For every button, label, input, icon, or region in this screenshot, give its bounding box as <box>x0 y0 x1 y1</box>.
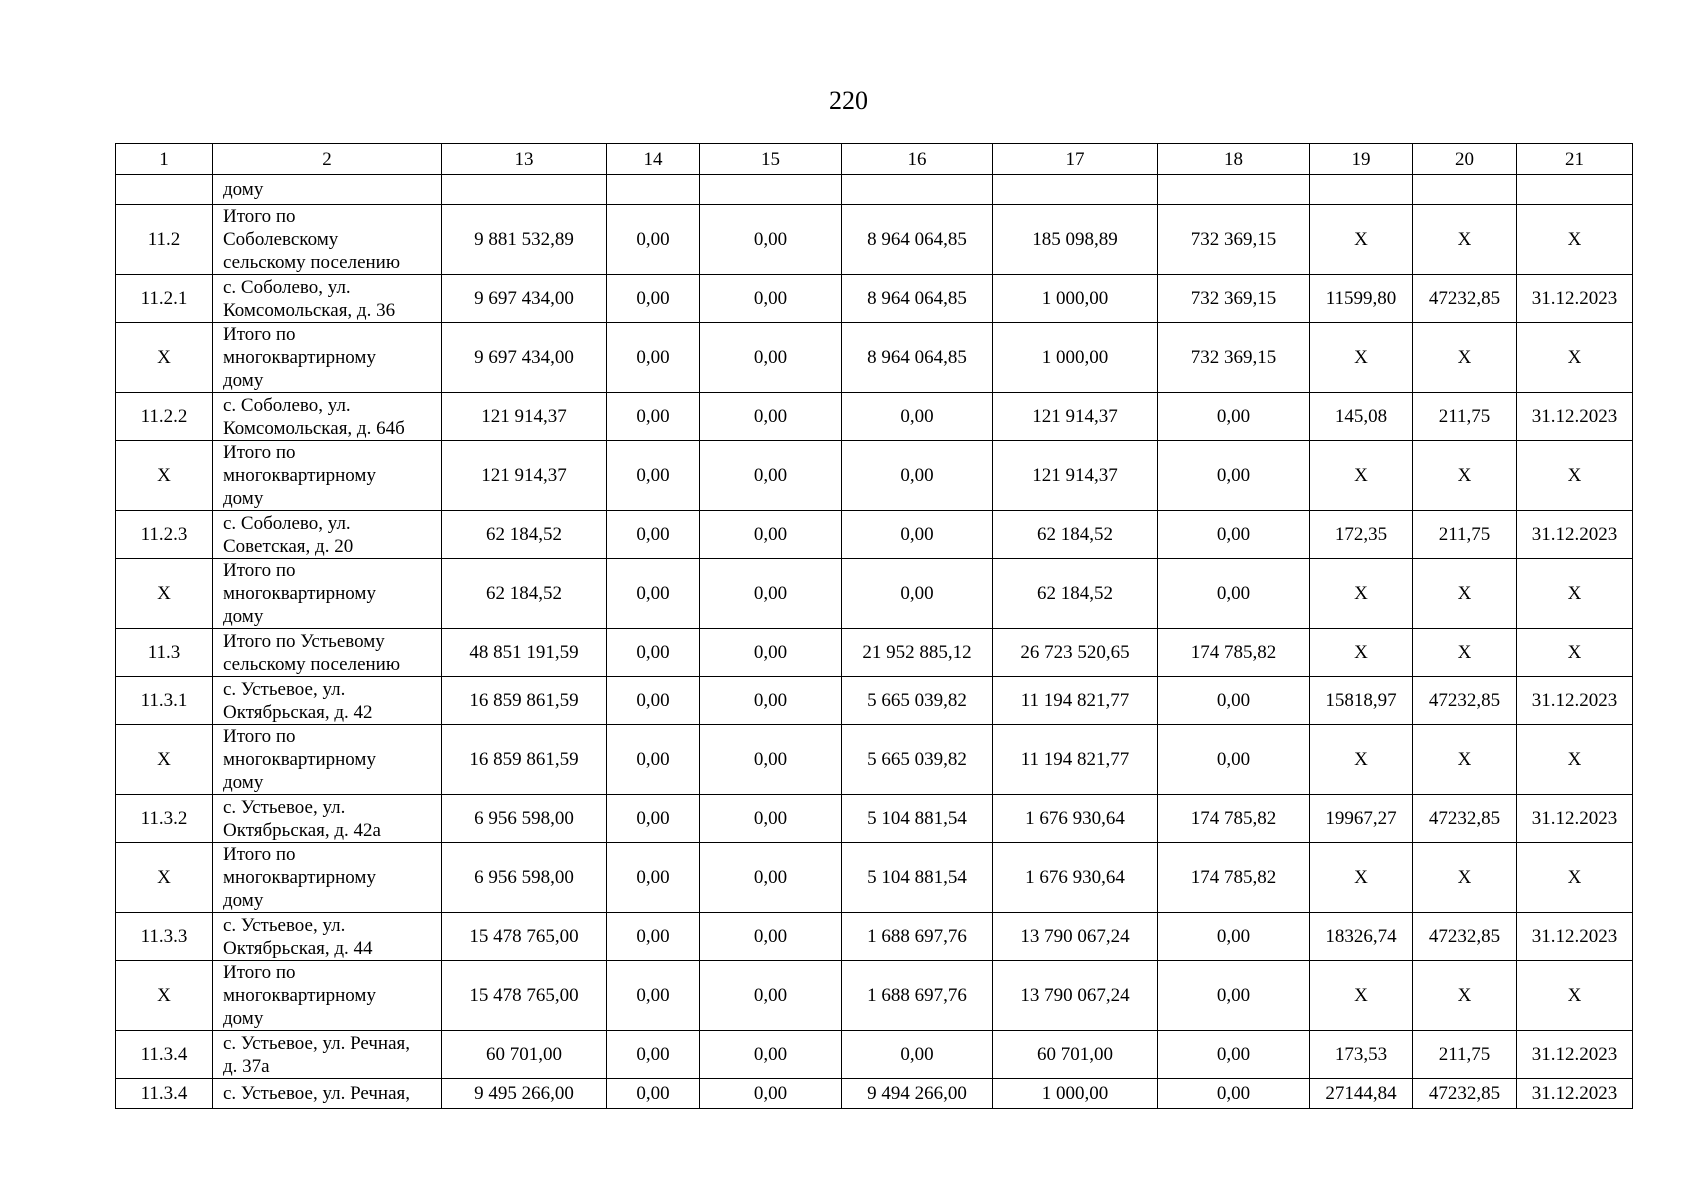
col20-cell: 211,75 <box>1413 393 1517 441</box>
row-number-cell: Х <box>116 961 213 1031</box>
row-number-cell: Х <box>116 441 213 511</box>
column-header: 15 <box>700 144 842 175</box>
col14-cell: 0,00 <box>607 511 700 559</box>
col19-cell: 19967,27 <box>1310 795 1413 843</box>
col14-cell: 0,00 <box>607 629 700 677</box>
col13-cell: 121 914,37 <box>442 441 607 511</box>
col19-cell: Х <box>1310 843 1413 913</box>
table-row <box>116 275 1633 323</box>
col18-cell: 0,00 <box>1158 393 1310 441</box>
col17-cell: 121 914,37 <box>993 393 1158 441</box>
col13-cell: 16 859 861,59 <box>442 677 607 725</box>
col14-cell: 0,00 <box>607 961 700 1031</box>
col18-cell: 0,00 <box>1158 913 1310 961</box>
name-cell: с. Устьевое, ул. Октябрьская, д. 42а <box>213 795 442 843</box>
col20-cell: 47232,85 <box>1413 913 1517 961</box>
col20-cell: 47232,85 <box>1413 275 1517 323</box>
col15-cell: 0,00 <box>700 795 842 843</box>
col20-cell: Х <box>1413 323 1517 393</box>
col14-cell: 0,00 <box>607 677 700 725</box>
col20-cell: Х <box>1413 725 1517 795</box>
col15-cell <box>700 175 842 205</box>
column-header: 17 <box>993 144 1158 175</box>
col17-cell: 1 000,00 <box>993 1079 1158 1109</box>
column-header: 14 <box>607 144 700 175</box>
col16-cell: 0,00 <box>842 393 993 441</box>
col17-cell: 13 790 067,24 <box>993 961 1158 1031</box>
row-number-cell: Х <box>116 843 213 913</box>
col19-cell: 172,35 <box>1310 511 1413 559</box>
data-table <box>115 143 1633 1109</box>
col18-cell: 0,00 <box>1158 559 1310 629</box>
col19-cell: 11599,80 <box>1310 275 1413 323</box>
name-cell: Итого по многоквартирному дому <box>213 559 442 629</box>
col21-cell: Х <box>1517 205 1633 275</box>
row-number-cell: 11.2.1 <box>116 275 213 323</box>
table-row <box>116 677 1633 725</box>
col20-cell: Х <box>1413 629 1517 677</box>
col17-cell: 121 914,37 <box>993 441 1158 511</box>
column-header: 18 <box>1158 144 1310 175</box>
col14-cell: 0,00 <box>607 205 700 275</box>
col18-cell: 732 369,15 <box>1158 275 1310 323</box>
col13-cell: 48 851 191,59 <box>442 629 607 677</box>
column-header: 21 <box>1517 144 1633 175</box>
col20-cell <box>1413 175 1517 205</box>
col21-cell: Х <box>1517 843 1633 913</box>
col15-cell: 0,00 <box>700 961 842 1031</box>
col15-cell: 0,00 <box>700 323 842 393</box>
col17-cell: 1 000,00 <box>993 323 1158 393</box>
col15-cell: 0,00 <box>700 913 842 961</box>
col21-cell: 31.12.2023 <box>1517 795 1633 843</box>
col21-cell: 31.12.2023 <box>1517 1031 1633 1079</box>
col19-cell: Х <box>1310 961 1413 1031</box>
row-number-cell: Х <box>116 323 213 393</box>
col19-cell: 27144,84 <box>1310 1079 1413 1109</box>
column-header: 13 <box>442 144 607 175</box>
col16-cell: 9 494 266,00 <box>842 1079 993 1109</box>
page-number: 220 <box>829 86 868 115</box>
col16-cell: 5 665 039,82 <box>842 677 993 725</box>
table-row <box>116 441 1633 511</box>
col19-cell: Х <box>1310 629 1413 677</box>
col14-cell: 0,00 <box>607 725 700 795</box>
col18-cell: 174 785,82 <box>1158 629 1310 677</box>
col19-cell: Х <box>1310 323 1413 393</box>
col15-cell: 0,00 <box>700 441 842 511</box>
col14-cell: 0,00 <box>607 1079 700 1109</box>
col18-cell: 174 785,82 <box>1158 843 1310 913</box>
col14-cell: 0,00 <box>607 393 700 441</box>
col17-cell: 62 184,52 <box>993 511 1158 559</box>
col15-cell: 0,00 <box>700 629 842 677</box>
col15-cell: 0,00 <box>700 843 842 913</box>
table-row <box>116 961 1633 1031</box>
col16-cell: 5 104 881,54 <box>842 843 993 913</box>
table-row <box>116 175 1633 205</box>
col19-cell: 15818,97 <box>1310 677 1413 725</box>
row-number-cell: 11.3 <box>116 629 213 677</box>
name-cell: Итого по многоквартирному дому <box>213 725 442 795</box>
col20-cell: 47232,85 <box>1413 1079 1517 1109</box>
col14-cell: 0,00 <box>607 913 700 961</box>
col21-cell: 31.12.2023 <box>1517 1079 1633 1109</box>
col14-cell: 0,00 <box>607 843 700 913</box>
col21-cell: 31.12.2023 <box>1517 393 1633 441</box>
col19-cell: 145,08 <box>1310 393 1413 441</box>
row-number-cell: 11.2 <box>116 205 213 275</box>
col17-cell: 62 184,52 <box>993 559 1158 629</box>
col20-cell: Х <box>1413 961 1517 1031</box>
column-header: 1 <box>116 144 213 175</box>
column-header: 16 <box>842 144 993 175</box>
col17-cell: 185 098,89 <box>993 205 1158 275</box>
col13-cell: 62 184,52 <box>442 559 607 629</box>
column-header: 19 <box>1310 144 1413 175</box>
col15-cell: 0,00 <box>700 511 842 559</box>
table-row <box>116 1031 1633 1079</box>
col14-cell <box>607 175 700 205</box>
col18-cell <box>1158 175 1310 205</box>
col21-cell: 31.12.2023 <box>1517 677 1633 725</box>
col17-cell: 60 701,00 <box>993 1031 1158 1079</box>
name-cell: дому <box>213 175 442 205</box>
name-cell: Итого по многоквартирному дому <box>213 961 442 1031</box>
col13-cell: 9 495 266,00 <box>442 1079 607 1109</box>
table-body <box>116 175 1633 1109</box>
name-cell: Итого по многоквартирному дому <box>213 843 442 913</box>
col16-cell: 0,00 <box>842 559 993 629</box>
col19-cell: Х <box>1310 441 1413 511</box>
col18-cell: 0,00 <box>1158 677 1310 725</box>
col14-cell: 0,00 <box>607 1031 700 1079</box>
col15-cell: 0,00 <box>700 677 842 725</box>
col18-cell: 0,00 <box>1158 1079 1310 1109</box>
name-cell: Итого по Устьевому сельскому поселению <box>213 629 442 677</box>
col20-cell: 47232,85 <box>1413 795 1517 843</box>
table-row <box>116 1079 1633 1109</box>
table-row <box>116 629 1633 677</box>
col21-cell: Х <box>1517 441 1633 511</box>
name-cell: с. Устьевое, ул. Октябрьская, д. 44 <box>213 913 442 961</box>
col19-cell <box>1310 175 1413 205</box>
col13-cell: 60 701,00 <box>442 1031 607 1079</box>
col18-cell: 174 785,82 <box>1158 795 1310 843</box>
col18-cell: 0,00 <box>1158 511 1310 559</box>
col13-cell: 15 478 765,00 <box>442 961 607 1031</box>
col19-cell: Х <box>1310 205 1413 275</box>
col13-cell <box>442 175 607 205</box>
col16-cell: 8 964 064,85 <box>842 275 993 323</box>
col16-cell: 1 688 697,76 <box>842 961 993 1031</box>
col21-cell <box>1517 175 1633 205</box>
col18-cell: 0,00 <box>1158 961 1310 1031</box>
col18-cell: 732 369,15 <box>1158 205 1310 275</box>
row-number-cell: 11.3.3 <box>116 913 213 961</box>
col21-cell: Х <box>1517 725 1633 795</box>
col17-cell: 13 790 067,24 <box>993 913 1158 961</box>
table-row <box>116 913 1633 961</box>
column-header: 2 <box>213 144 442 175</box>
row-number-cell: 11.2.3 <box>116 511 213 559</box>
table-row <box>116 205 1633 275</box>
col16-cell: 0,00 <box>842 1031 993 1079</box>
col21-cell: Х <box>1517 629 1633 677</box>
table-row <box>116 795 1633 843</box>
table-row <box>116 511 1633 559</box>
col13-cell: 9 697 434,00 <box>442 323 607 393</box>
name-cell: с. Соболево, ул. Комсомольская, д. 36 <box>213 275 442 323</box>
col20-cell: 211,75 <box>1413 1031 1517 1079</box>
row-number-cell: 11.3.1 <box>116 677 213 725</box>
col16-cell: 8 964 064,85 <box>842 323 993 393</box>
col13-cell: 62 184,52 <box>442 511 607 559</box>
name-cell: с. Устьевое, ул. Речная, д. 37а <box>213 1031 442 1079</box>
col13-cell: 15 478 765,00 <box>442 913 607 961</box>
col15-cell: 0,00 <box>700 275 842 323</box>
col17-cell: 1 000,00 <box>993 275 1158 323</box>
col21-cell: 31.12.2023 <box>1517 511 1633 559</box>
col21-cell: Х <box>1517 559 1633 629</box>
row-number-cell <box>116 175 213 205</box>
col15-cell: 0,00 <box>700 1079 842 1109</box>
col13-cell: 9 697 434,00 <box>442 275 607 323</box>
col19-cell: 18326,74 <box>1310 913 1413 961</box>
col20-cell: 211,75 <box>1413 511 1517 559</box>
table-row <box>116 843 1633 913</box>
col14-cell: 0,00 <box>607 795 700 843</box>
col15-cell: 0,00 <box>700 205 842 275</box>
col17-cell: 26 723 520,65 <box>993 629 1158 677</box>
table-row <box>116 393 1633 441</box>
col20-cell: Х <box>1413 559 1517 629</box>
row-number-cell: Х <box>116 559 213 629</box>
col16-cell: 0,00 <box>842 441 993 511</box>
col16-cell: 0,00 <box>842 511 993 559</box>
col19-cell: Х <box>1310 559 1413 629</box>
name-cell: Итого по Соболевскому сельскому поселению <box>213 205 442 275</box>
col13-cell: 6 956 598,00 <box>442 795 607 843</box>
row-number-cell: 11.3.4 <box>116 1031 213 1079</box>
col19-cell: Х <box>1310 725 1413 795</box>
col17-cell: 1 676 930,64 <box>993 843 1158 913</box>
row-number-cell: 11.3.4 <box>116 1079 213 1109</box>
col14-cell: 0,00 <box>607 323 700 393</box>
col16-cell <box>842 175 993 205</box>
col16-cell: 21 952 885,12 <box>842 629 993 677</box>
col20-cell: Х <box>1413 441 1517 511</box>
name-cell: с. Соболево, ул. Комсомольская, д. 64б <box>213 393 442 441</box>
col14-cell: 0,00 <box>607 559 700 629</box>
col14-cell: 0,00 <box>607 275 700 323</box>
col16-cell: 8 964 064,85 <box>842 205 993 275</box>
col20-cell: Х <box>1413 843 1517 913</box>
col18-cell: 732 369,15 <box>1158 323 1310 393</box>
table-row <box>116 725 1633 795</box>
row-number-cell: 11.3.2 <box>116 795 213 843</box>
col15-cell: 0,00 <box>700 559 842 629</box>
col16-cell: 5 665 039,82 <box>842 725 993 795</box>
col13-cell: 9 881 532,89 <box>442 205 607 275</box>
col13-cell: 6 956 598,00 <box>442 843 607 913</box>
name-cell: Итого по многоквартирному дому <box>213 323 442 393</box>
col21-cell: 31.12.2023 <box>1517 275 1633 323</box>
col21-cell: Х <box>1517 323 1633 393</box>
name-cell: с. Соболево, ул. Советская, д. 20 <box>213 511 442 559</box>
col16-cell: 5 104 881,54 <box>842 795 993 843</box>
row-number-cell: Х <box>116 725 213 795</box>
col15-cell: 0,00 <box>700 1031 842 1079</box>
col17-cell: 11 194 821,77 <box>993 677 1158 725</box>
name-cell: с. Устьевое, ул. Речная, <box>213 1079 442 1109</box>
col17-cell: 1 676 930,64 <box>993 795 1158 843</box>
name-cell: Итого по многоквартирному дому <box>213 441 442 511</box>
table-row <box>116 559 1633 629</box>
col15-cell: 0,00 <box>700 393 842 441</box>
col16-cell: 1 688 697,76 <box>842 913 993 961</box>
col19-cell: 173,53 <box>1310 1031 1413 1079</box>
name-cell: с. Устьевое, ул. Октябрьская, д. 42 <box>213 677 442 725</box>
col17-cell: 11 194 821,77 <box>993 725 1158 795</box>
column-header: 20 <box>1413 144 1517 175</box>
row-number-cell: 11.2.2 <box>116 393 213 441</box>
col18-cell: 0,00 <box>1158 1031 1310 1079</box>
col18-cell: 0,00 <box>1158 725 1310 795</box>
col21-cell: 31.12.2023 <box>1517 913 1633 961</box>
col18-cell: 0,00 <box>1158 441 1310 511</box>
col21-cell: Х <box>1517 961 1633 1031</box>
table-row <box>116 323 1633 393</box>
col20-cell: Х <box>1413 205 1517 275</box>
col14-cell: 0,00 <box>607 441 700 511</box>
header-row <box>116 144 1633 175</box>
col17-cell <box>993 175 1158 205</box>
col13-cell: 121 914,37 <box>442 393 607 441</box>
col15-cell: 0,00 <box>700 725 842 795</box>
col20-cell: 47232,85 <box>1413 677 1517 725</box>
col13-cell: 16 859 861,59 <box>442 725 607 795</box>
